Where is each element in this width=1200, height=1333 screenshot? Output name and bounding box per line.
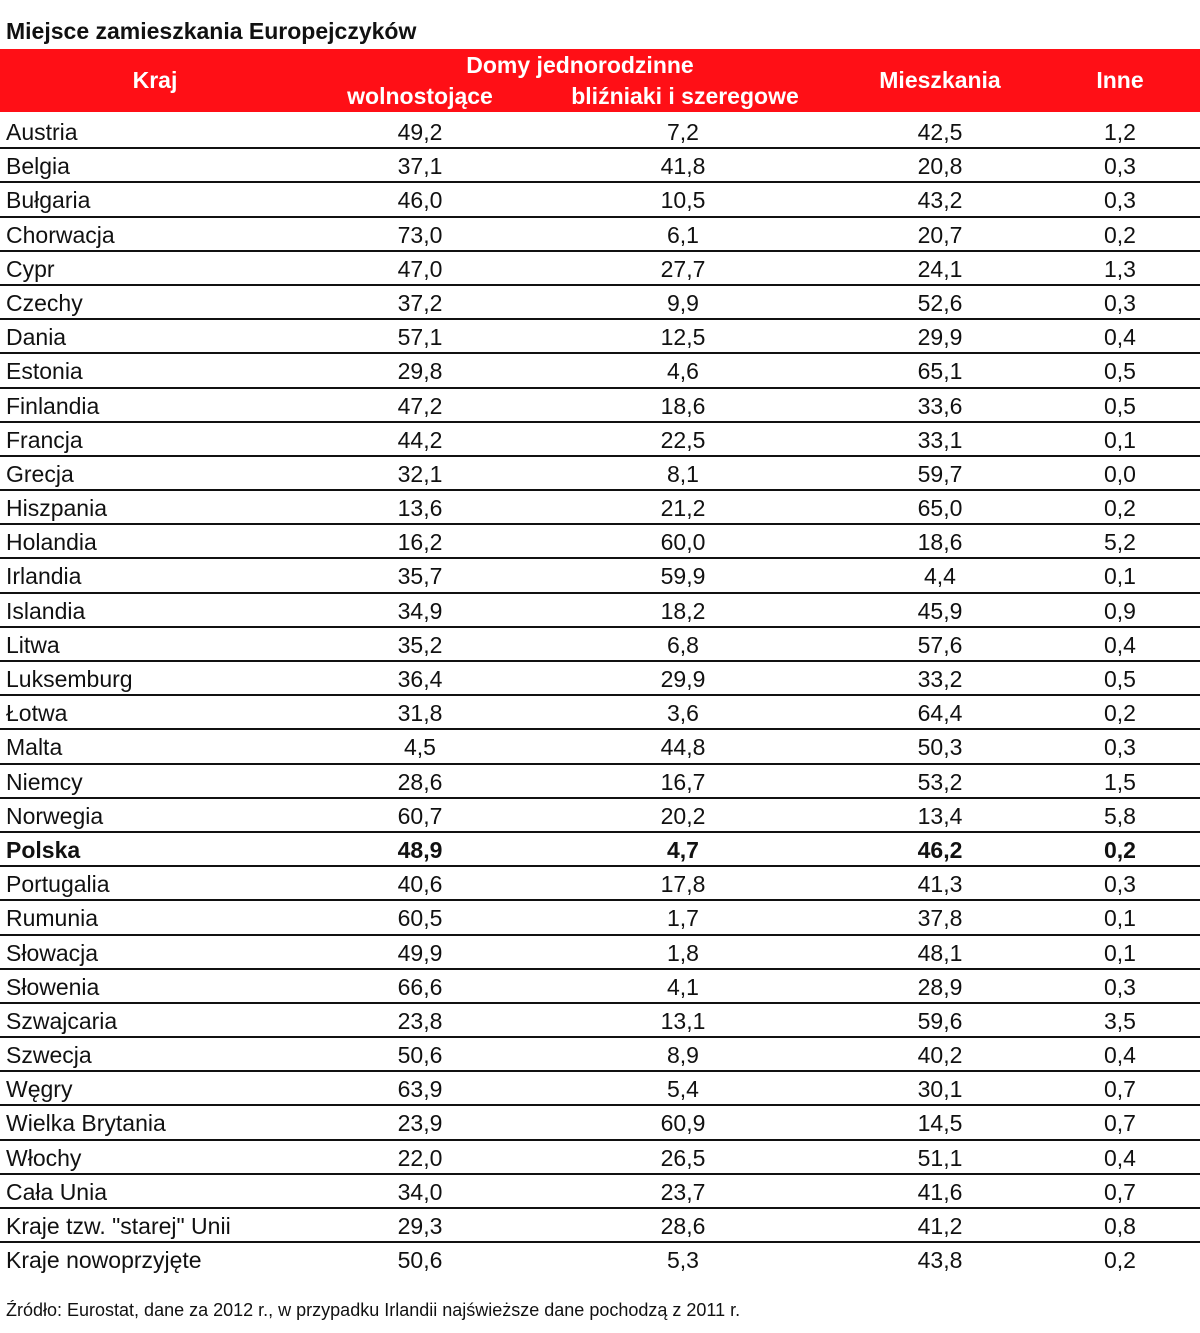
cell-inne: 0,7	[1104, 1178, 1136, 1205]
table-row	[0, 936, 1200, 970]
header-domy-jednorodzinne: Domy jednorodzinne	[466, 52, 694, 78]
cell-mieszkania: 43,2	[917, 187, 963, 214]
cell-wolnostojace: 23,9	[397, 1110, 443, 1137]
cell-mieszkania: 57,6	[917, 631, 963, 658]
cell-kraj: Włochy	[6, 1144, 82, 1171]
cell-kraj: Łotwa	[6, 700, 68, 727]
cell-kraj: Hiszpania	[6, 495, 107, 522]
cell-blizniaki: 23,7	[660, 1178, 706, 1205]
table-row	[0, 218, 1200, 252]
cell-wolnostojace: 34,0	[397, 1178, 443, 1205]
cell-mieszkania: 20,7	[917, 221, 963, 248]
cell-blizniaki: 13,1	[660, 1007, 706, 1034]
cell-mieszkania: 53,2	[917, 768, 963, 795]
table-row	[0, 730, 1200, 764]
cell-blizniaki: 17,8	[660, 871, 706, 898]
cell-mieszkania: 51,1	[917, 1144, 963, 1171]
table-row	[0, 867, 1200, 901]
cell-blizniaki: 1,8	[667, 939, 699, 966]
cell-wolnostojace: 46,0	[397, 187, 443, 214]
cell-wolnostojace: 73,0	[397, 221, 443, 248]
cell-kraj: Cypr	[6, 255, 55, 282]
table-row	[0, 457, 1200, 491]
cell-mieszkania: 18,6	[917, 529, 963, 556]
cell-inne: 1,5	[1104, 768, 1136, 795]
cell-wolnostojace: 47,2	[397, 392, 443, 419]
cell-inne: 3,5	[1104, 1007, 1136, 1034]
table-row	[0, 696, 1200, 730]
cell-inne: 0,3	[1104, 871, 1136, 898]
cell-wolnostojace: 37,1	[397, 153, 443, 180]
header-blizniaki: bliźniaki i szeregowe	[571, 83, 799, 109]
cell-inne: 0,1	[1104, 563, 1136, 590]
cell-mieszkania: 14,5	[917, 1110, 963, 1137]
table-row	[0, 970, 1200, 1004]
cell-wolnostojace: 49,9	[397, 939, 443, 966]
cell-kraj: Niemcy	[6, 768, 83, 795]
table-row	[0, 525, 1200, 559]
table-row	[0, 286, 1200, 320]
table-row	[0, 1209, 1200, 1243]
cell-kraj: Bułgaria	[6, 187, 91, 214]
cell-blizniaki: 22,5	[660, 426, 706, 453]
cell-wolnostojace: 49,2	[397, 119, 443, 145]
cell-kraj: Czechy	[6, 289, 83, 316]
cell-kraj: Kraje tzw. "starej" Unii	[6, 1213, 231, 1239]
cell-wolnostojace: 29,3	[397, 1213, 443, 1239]
cell-blizniaki: 18,6	[660, 392, 706, 419]
cell-kraj: Dania	[6, 324, 67, 351]
cell-inne: 0,1	[1104, 426, 1136, 453]
cell-wolnostojace: 16,2	[397, 529, 443, 556]
cell-inne: 0,4	[1104, 631, 1136, 658]
cell-inne: 1,3	[1104, 255, 1136, 282]
cell-blizniaki: 28,6	[660, 1213, 706, 1239]
cell-inne: 0,5	[1104, 392, 1136, 419]
source-note: Źródło: Eurostat, dane za 2012 r., w przypadku Irlandii najświeższe dane pochodzą z 2011 r.	[6, 1300, 741, 1320]
cell-mieszkania: 64,4	[917, 700, 963, 727]
table-body	[0, 115, 1200, 1277]
cell-inne: 0,4	[1104, 1144, 1136, 1171]
cell-wolnostojace: 28,6	[397, 768, 443, 795]
cell-wolnostojace: 60,7	[397, 802, 443, 829]
cell-inne: 0,1	[1104, 939, 1136, 966]
cell-kraj: Grecja	[6, 460, 74, 487]
cell-wolnostojace: 60,5	[397, 905, 443, 932]
cell-mieszkania: 41,6	[917, 1178, 963, 1205]
cell-wolnostojace: 32,1	[397, 460, 443, 487]
cell-kraj: Irlandia	[6, 563, 82, 590]
cell-inne: 1,2	[1104, 119, 1136, 145]
cell-kraj: Chorwacja	[6, 221, 115, 248]
cell-mieszkania: 42,5	[917, 119, 963, 145]
table-row	[0, 354, 1200, 388]
cell-kraj: Słowacja	[6, 939, 99, 966]
table-title: Miejsce zamieszkania Europejczyków	[6, 18, 417, 44]
table-row	[0, 662, 1200, 696]
cell-wolnostojace: 44,2	[397, 426, 443, 453]
table-row	[0, 1038, 1200, 1072]
table-row	[0, 833, 1200, 867]
cell-kraj: Luksemburg	[6, 666, 133, 692]
cell-mieszkania: 40,2	[917, 1042, 963, 1069]
cell-kraj: Holandia	[6, 529, 97, 556]
cell-inne: 0,5	[1104, 666, 1136, 692]
table-row	[0, 1072, 1200, 1106]
cell-kraj: Litwa	[6, 631, 60, 658]
cell-inne: 0,3	[1104, 153, 1136, 180]
cell-kraj: Finlandia	[6, 392, 100, 419]
cell-inne: 0,3	[1104, 187, 1136, 214]
cell-wolnostojace: 23,8	[397, 1007, 443, 1034]
cell-mieszkania: 41,3	[917, 871, 963, 898]
table-row	[0, 1243, 1200, 1277]
cell-mieszkania: 65,0	[917, 495, 963, 522]
cell-kraj: Rumunia	[6, 905, 99, 932]
cell-blizniaki: 5,3	[667, 1247, 699, 1274]
header-mieszkania: Mieszkania	[879, 67, 1001, 93]
cell-wolnostojace: 50,6	[397, 1042, 443, 1069]
table-row	[0, 799, 1200, 833]
cell-blizniaki: 29,9	[660, 666, 706, 692]
header-inne: Inne	[1096, 67, 1144, 93]
cell-kraj: Wielka Brytania	[6, 1110, 166, 1137]
cell-inne: 0,9	[1104, 597, 1136, 624]
cell-mieszkania: 24,1	[917, 255, 963, 282]
table-row	[0, 149, 1200, 183]
cell-wolnostojace: 29,8	[397, 358, 443, 385]
cell-inne: 0,2	[1104, 221, 1136, 248]
table-row	[0, 901, 1200, 935]
cell-inne: 5,8	[1104, 802, 1136, 829]
cell-inne: 0,5	[1104, 358, 1136, 385]
cell-mieszkania: 28,9	[917, 973, 963, 1000]
cell-kraj: Szwecja	[6, 1042, 92, 1069]
cell-kraj: Węgry	[6, 1076, 73, 1103]
cell-blizniaki: 4,6	[667, 358, 699, 385]
cell-wolnostojace: 63,9	[397, 1076, 443, 1103]
cell-kraj: Norwegia	[6, 802, 104, 829]
table-row	[0, 1141, 1200, 1175]
cell-mieszkania: 33,6	[917, 392, 963, 419]
cell-inne: 0,4	[1104, 324, 1136, 351]
cell-mieszkania: 30,1	[917, 1076, 963, 1103]
cell-mieszkania: 33,1	[917, 426, 963, 453]
cell-wolnostojace: 36,4	[397, 666, 443, 692]
cell-mieszkania: 52,6	[917, 289, 963, 316]
table-row	[0, 559, 1200, 593]
cell-wolnostojace: 31,8	[397, 700, 443, 727]
cell-kraj: Słowenia	[6, 973, 100, 1000]
cell-inne: 0,7	[1104, 1076, 1136, 1103]
cell-mieszkania: 45,9	[917, 597, 963, 624]
cell-mieszkania: 4,4	[924, 563, 956, 590]
cell-inne: 0,2	[1104, 700, 1136, 727]
cell-inne: 0,3	[1104, 289, 1136, 316]
table-row	[0, 252, 1200, 286]
cell-blizniaki: 10,5	[660, 187, 706, 214]
cell-wolnostojace: 35,7	[397, 563, 443, 590]
cell-kraj: Cała Unia	[6, 1178, 107, 1205]
table-row	[0, 1106, 1200, 1140]
cell-kraj: Kraje nowoprzyjęte	[6, 1247, 202, 1274]
cell-blizniaki: 1,7	[667, 905, 699, 932]
cell-inne: 0,4	[1104, 1042, 1136, 1069]
table-row	[0, 320, 1200, 354]
cell-kraj: Szwajcaria	[6, 1007, 118, 1034]
cell-mieszkania: 41,2	[917, 1213, 963, 1239]
cell-wolnostojace: 37,2	[397, 289, 443, 316]
cell-mieszkania: 37,8	[917, 905, 963, 932]
cell-blizniaki: 59,9	[660, 563, 706, 590]
cell-wolnostojace: 22,0	[397, 1144, 443, 1171]
cell-mieszkania: 46,2	[917, 836, 963, 863]
cell-blizniaki: 6,8	[667, 631, 699, 658]
table-row	[0, 628, 1200, 662]
cell-blizniaki: 3,6	[667, 700, 699, 727]
cell-inne: 0,2	[1104, 495, 1136, 522]
table-row	[0, 389, 1200, 423]
cell-kraj: Belgia	[6, 153, 70, 180]
table-header	[0, 49, 1200, 112]
cell-inne: 0,1	[1104, 905, 1136, 932]
cell-mieszkania: 29,9	[917, 324, 963, 351]
cell-blizniaki: 16,7	[660, 768, 706, 795]
cell-wolnostojace: 35,2	[397, 631, 443, 658]
cell-blizniaki: 9,9	[667, 289, 699, 316]
cell-blizniaki: 27,7	[660, 255, 706, 282]
cell-wolnostojace: 4,5	[404, 734, 436, 761]
cell-inne: 0,8	[1104, 1213, 1136, 1239]
cell-wolnostojace: 13,6	[397, 495, 443, 522]
cell-wolnostojace: 40,6	[397, 871, 443, 898]
cell-blizniaki: 60,0	[660, 529, 706, 556]
cell-inne: 5,2	[1104, 529, 1136, 556]
table-row	[0, 1004, 1200, 1038]
table-row	[0, 115, 1200, 149]
cell-wolnostojace: 57,1	[397, 324, 443, 351]
cell-blizniaki: 41,8	[660, 153, 706, 180]
cell-blizniaki: 8,9	[667, 1042, 699, 1069]
cell-blizniaki: 7,2	[667, 119, 699, 145]
cell-blizniaki: 4,7	[667, 836, 699, 863]
cell-blizniaki: 21,2	[660, 495, 706, 522]
cell-mieszkania: 33,2	[917, 666, 963, 692]
cell-blizniaki: 4,1	[667, 973, 699, 1000]
cell-wolnostojace: 47,0	[397, 255, 443, 282]
table-row	[0, 423, 1200, 457]
cell-blizniaki: 26,5	[660, 1144, 706, 1171]
cell-blizniaki: 60,9	[660, 1110, 706, 1137]
cell-inne: 0,2	[1104, 1247, 1136, 1274]
cell-mieszkania: 43,8	[917, 1247, 963, 1274]
cell-blizniaki: 8,1	[667, 460, 699, 487]
cell-blizniaki: 12,5	[660, 324, 706, 351]
table-row	[0, 491, 1200, 525]
cell-inne: 0,0	[1104, 460, 1136, 487]
cell-blizniaki: 6,1	[667, 221, 699, 248]
cell-mieszkania: 59,6	[917, 1007, 963, 1034]
table-row	[0, 183, 1200, 217]
cell-mieszkania: 20,8	[917, 153, 963, 180]
cell-wolnostojace: 48,9	[397, 836, 443, 863]
cell-blizniaki: 5,4	[667, 1076, 699, 1103]
cell-inne: 0,3	[1104, 734, 1136, 761]
cell-blizniaki: 20,2	[660, 802, 706, 829]
cell-mieszkania: 59,7	[917, 460, 963, 487]
cell-blizniaki: 18,2	[660, 597, 706, 624]
cell-mieszkania: 13,4	[917, 802, 963, 829]
cell-kraj: Portugalia	[6, 871, 110, 898]
header-wolnostojace: wolnostojące	[347, 83, 493, 109]
cell-blizniaki: 44,8	[660, 734, 706, 761]
cell-wolnostojace: 50,6	[397, 1247, 443, 1274]
cell-kraj: Malta	[6, 734, 63, 761]
cell-wolnostojace: 66,6	[397, 973, 443, 1000]
cell-mieszkania: 50,3	[917, 734, 963, 761]
table-row	[0, 765, 1200, 799]
cell-mieszkania: 48,1	[917, 939, 963, 966]
cell-kraj: Estonia	[6, 358, 83, 385]
table-row	[0, 1175, 1200, 1209]
cell-kraj: Polska	[6, 836, 81, 863]
cell-wolnostojace: 34,9	[397, 597, 443, 624]
cell-inne: 0,7	[1104, 1110, 1136, 1137]
cell-kraj: Francja	[6, 426, 83, 453]
cell-inne: 0,3	[1104, 973, 1136, 1000]
cell-inne: 0,2	[1104, 836, 1136, 863]
header-kraj: Kraj	[132, 67, 178, 93]
cell-kraj: Austria	[6, 119, 78, 145]
cell-mieszkania: 65,1	[917, 358, 963, 385]
table-row	[0, 594, 1200, 628]
cell-kraj: Islandia	[6, 597, 86, 624]
